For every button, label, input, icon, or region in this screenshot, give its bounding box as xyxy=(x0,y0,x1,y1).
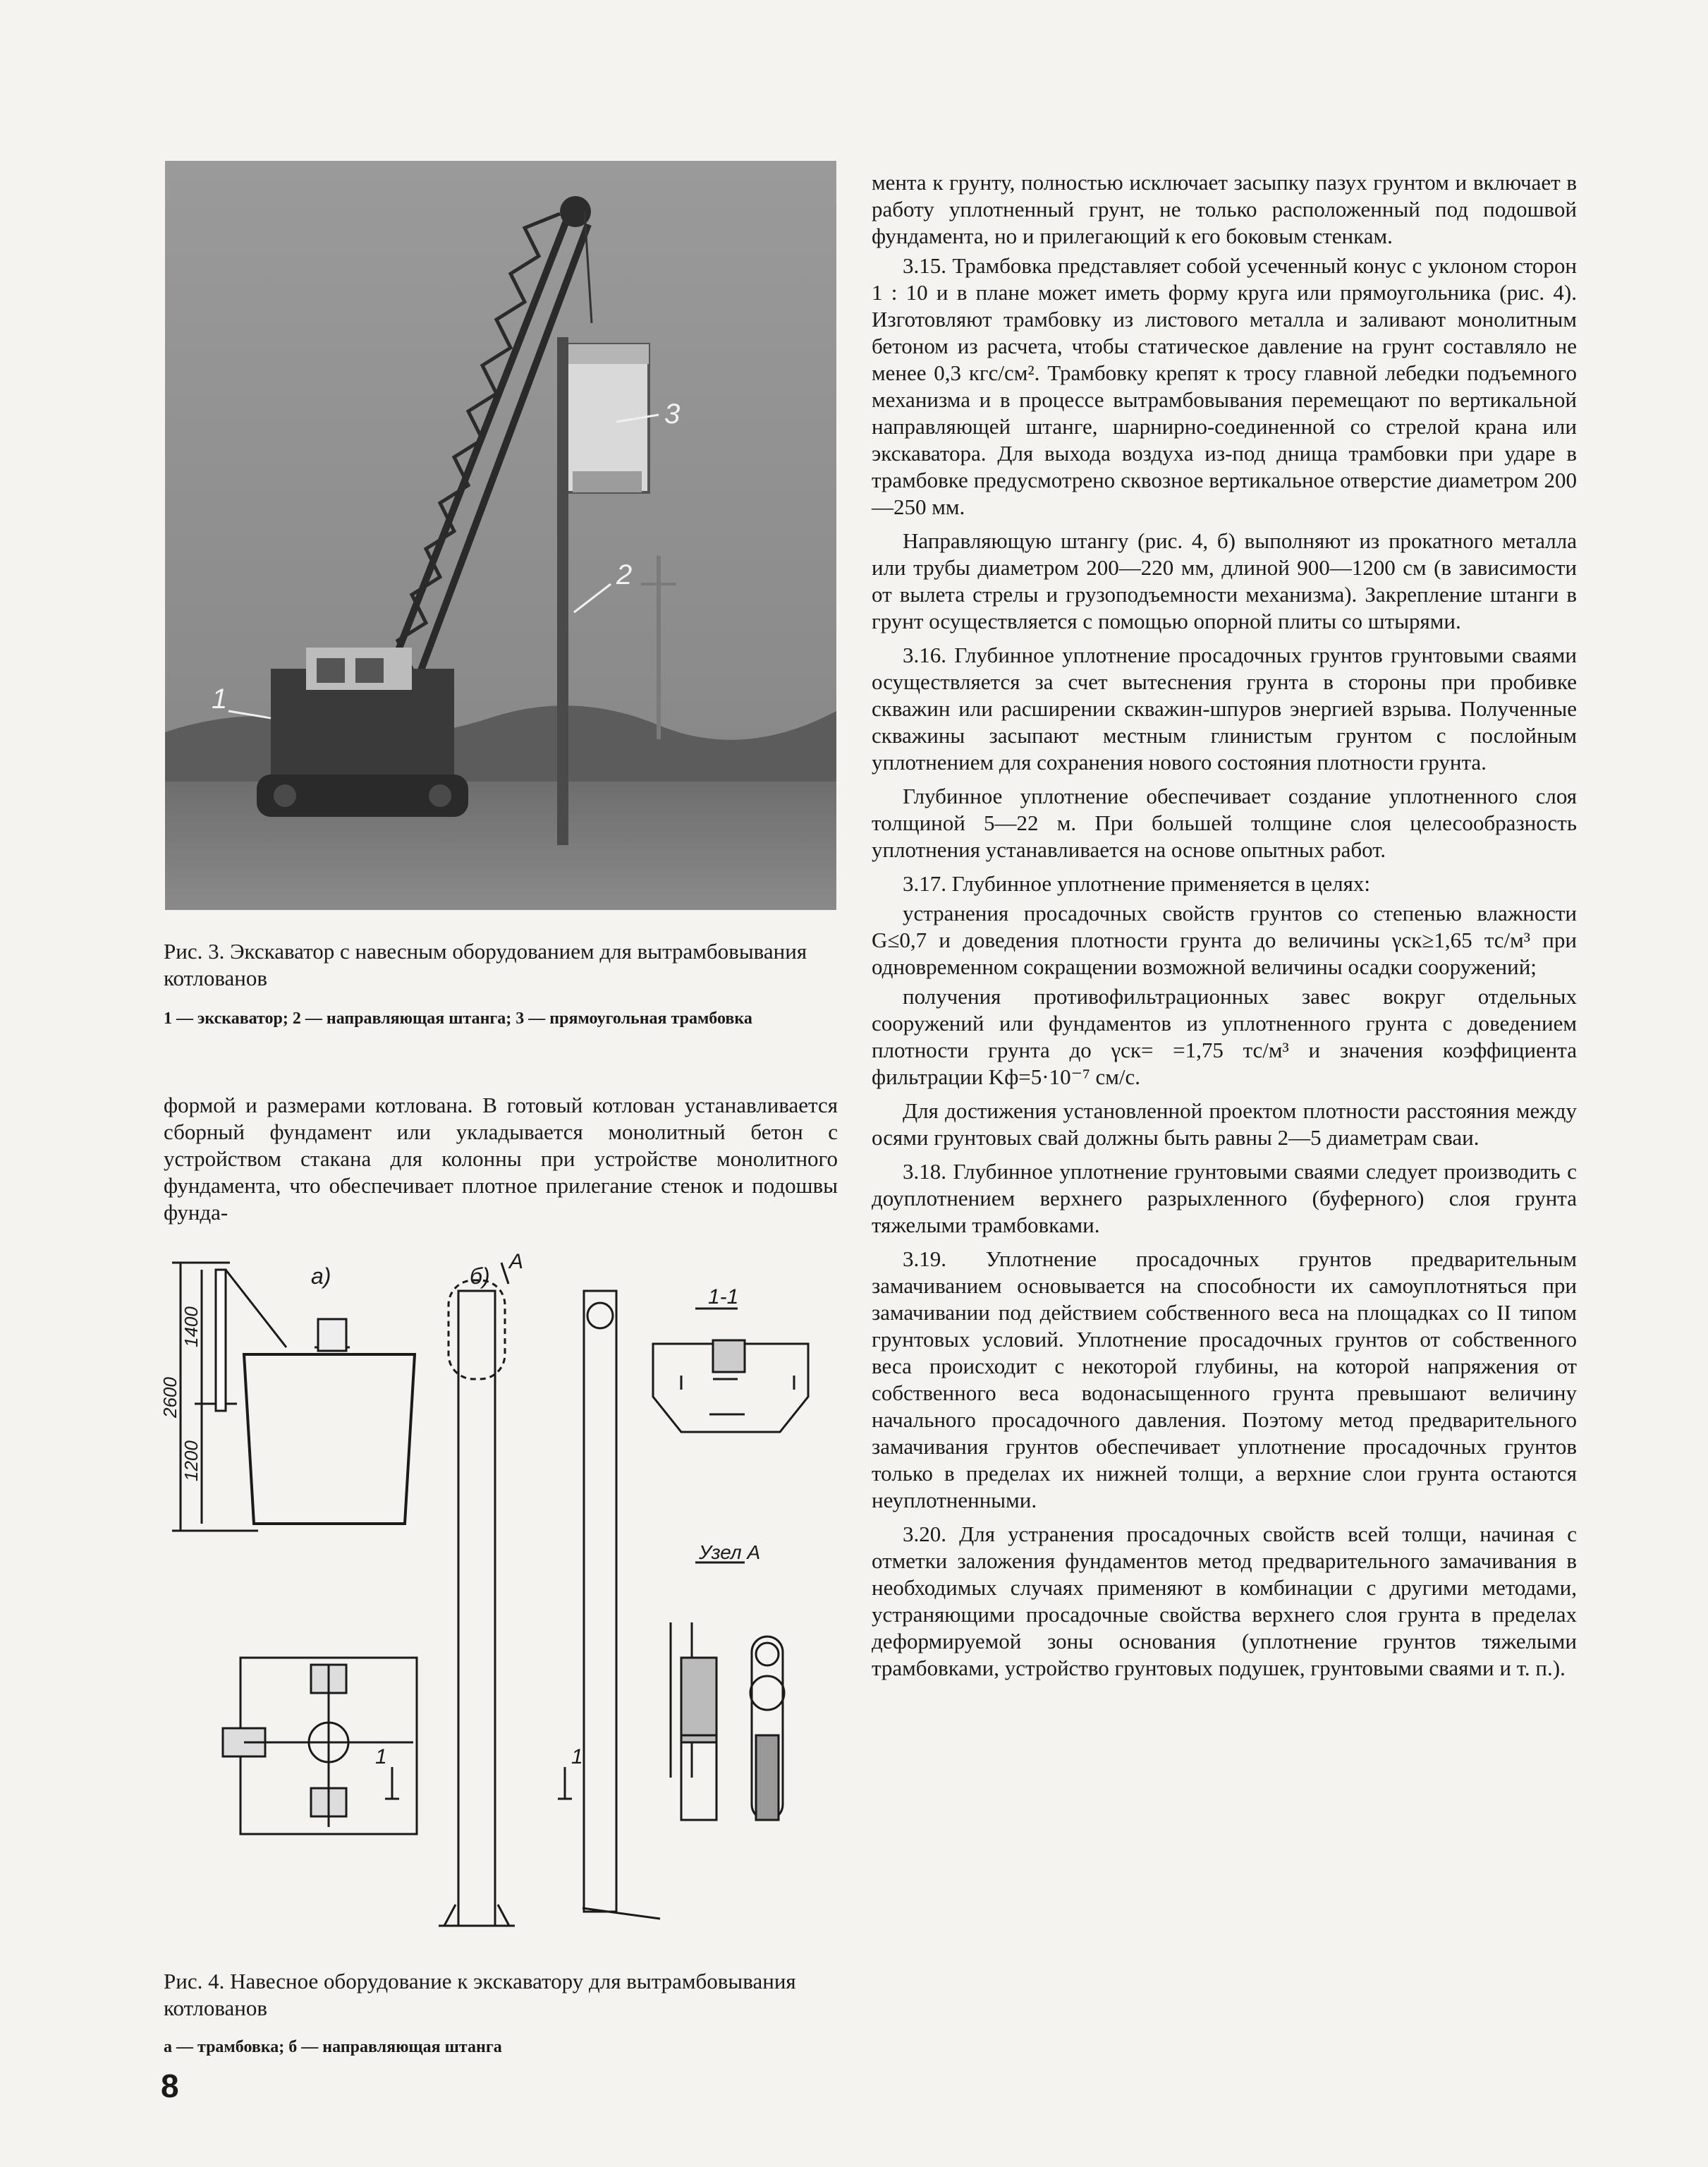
fig4-dim-total: 2600 xyxy=(159,1377,181,1418)
fig4-dim-top: 1400 xyxy=(181,1306,202,1347)
fig4-legend: а — трамбовка; б — направляющая штанга xyxy=(164,2038,502,2056)
fig4-cut-label-left: 1 xyxy=(375,1745,387,1768)
callout-3: 3 xyxy=(664,399,681,430)
fig3-photo xyxy=(165,161,836,910)
left-column-text: формой и размерами котлована. В готовый котлован устанавливается сборный фундамент или укладывается монолитный бетон с устройством стакана для колонны при устройстве монолитного фундамента, что обеспечивает плотное прилегание стенок и подошвы фунда- xyxy=(164,1093,838,1225)
fig4-caption: Рис. 4. Навесное оборудование к экскаватору для вытрамбовывания котлованов xyxy=(164,1969,796,2020)
fig4-label-b: б) xyxy=(470,1263,490,1289)
paragraph-continuation: мента к грунту, полностью исключает засыпку пазух грунтом и включает в работу уплотненный грунт, не только расположенный под подошвой фундамента, но и прилегающий к его боковым стенкам. xyxy=(872,170,1577,248)
fig4-label-A: А xyxy=(509,1250,524,1273)
fig3-legend: 1 — экскаватор; 2 — направляющая штанга; 3 — прямоугольная трамбовка xyxy=(164,1009,752,1028)
paragraph-3-20: 3.20. Для устранения просадочных свойств всей толщи, начиная с отметки заложения фундаментов метод предварительного замачивания в необходимых случаях применяют в комбинации с другими методами, устраняющими просадочные свойства верхнего слоя грунта в пределах деформируемой зоны основания (уплотнение грунтов тяжелыми трамбовками, устройство грунтовых подушек, грунтовыми сваями и т. п.). xyxy=(872,1522,1577,1680)
callout-2: 2 xyxy=(616,559,633,590)
paragraph-3-18: 3.18. Глубинное уплотнение грунтовыми сваями следует производить с доуплотнением верхнего разрыхленного (буферного) слоя грунта тяжелыми трамбовками. xyxy=(872,1159,1577,1237)
fig4-svg xyxy=(159,1242,850,1947)
paragraph-deep-compaction: Глубинное уплотнение обеспечивает создание уплотненного слоя толщиной 5—22 м. При большей толщине слоя целесообразность уплотнения устанавливается на основе опытных работ. xyxy=(872,784,1577,862)
right-column xyxy=(872,169,1577,1685)
paragraph-3-17: 3.17. Глубинное уплотнение применяется в целях: xyxy=(903,871,1371,896)
fig4-cut-label-right: 1 xyxy=(571,1745,583,1768)
paragraph-3-17-item-1: устранения просадочных свойств грунтов со степенью влажности G≤0,7 и доведения плотности грунта до величины γск≥1,65 тс/м³ при одновременном сокращении возможной величины осадки сооружений; xyxy=(872,901,1577,979)
paragraph-3-16: 3.16. Глубинное уплотнение просадочных грунтов грунтовыми сваями осуществляется за счет вытеснения грунта в стороны при пробивке скважин или расширении скважин-шпуров энергией взрыва. Полученные скважины засыпают местным глинистым грунтом с послойным уплотнением для сохранения нового состояния плотности грунта. xyxy=(872,643,1577,775)
callout-1: 1 xyxy=(212,684,228,715)
fig4-section-label: 1-1 xyxy=(708,1285,739,1309)
paragraph-3-19: 3.19. Уплотнение просадочных грунтов предварительным замачиванием основывается на способности их самоуплотняться при замачивании под действием собственного веса на площадках со II типом грунтовых условий. Уплотнение просадочных грунтов от собственного веса происходит с некоторой глубины, на которой напряжения от собственного веса водонасыщенного грунта превышают величину начального просадочного давления. Поэтому метод предварительного замачивания грунтов обеспечивает уплотнение просадочных грунтов только в пределах их нижней толщи, а верхние слои грунта остаются неуплотненными. xyxy=(872,1246,1577,1512)
fig3-caption: Рис. 3. Экскаватор с навесным оборудованием для вытрамбовывания котлованов xyxy=(164,939,807,990)
paragraph-guide-rod: Направляющую штангу (рис. 4, б) выполняют из прокатного металла или трубы диаметром 200—220 мм, длиной 900—1200 см (в зависимости от вылета стрелы и грузоподъемности механизма). Закрепление штанги в грунт осуществляется с помощью опорной плиты со штырями. xyxy=(872,528,1577,633)
fig4-drawing xyxy=(159,1242,850,1947)
page-number: 8 xyxy=(161,2068,179,2104)
fig4-dim-bottom: 1200 xyxy=(181,1440,202,1481)
paragraph-3-17-item-2: получения противофильтрационных завес вокруг отдельных сооружений или фундаментов из уплотненного грунта с доведением плотности грунта до γск= =1,75 тс/м³ и значения коэффициента фильтрации Kф=5·10⁻⁷ см/с. xyxy=(872,984,1577,1089)
paragraph-pile-spacing: Для достижения установленной проектом плотности расстояния между осями грунтовых свай должны быть равны 2—5 диаметрам сваи. xyxy=(872,1098,1577,1150)
excavator-photo-illustration xyxy=(165,161,836,910)
paragraph-3-15: 3.15. Трамбовка представляет собой усеченный конус с уклоном сторон 1 : 10 и в плане может иметь форму круга или прямоугольника (рис. 4). Изготовляют трамбовку из листового металла и заливают монолитным бетоном из расчета, чтобы статическое давление на грунт составляло не менее 0,3 кгс/см². Трамбовку крепят к тросу главной лебедки подъемного механизма и в процессе вытрамбовывания перемещают по вертикальной направляющей штанге, шарнирно-соединенной со стрелой крана или экскаватора. Для выхода воздуха из-под днища трамбовки при ударе в трамбовке предусмотрено сквозное вертикальное отверстие диаметром 200—250 мм. xyxy=(872,253,1577,519)
fig4-node-label: Узел А xyxy=(699,1541,761,1563)
fig4-label-a: а) xyxy=(311,1263,331,1289)
